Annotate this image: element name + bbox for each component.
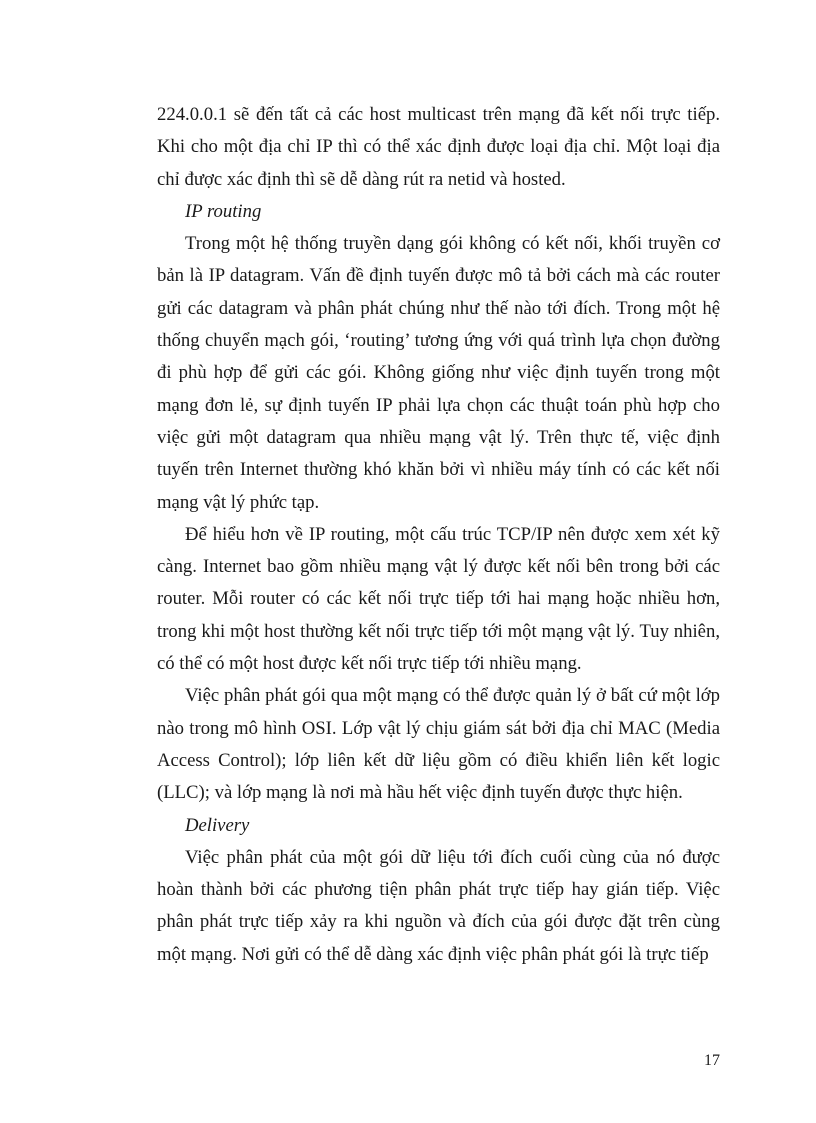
paragraph-osi-layers: Việc phân phát gói qua một mạng có thể được quản lý ở bất cứ một lớp nào trong mô hình OSI. Lớp vật lý chịu giám sát bởi địa chỉ MAC (Media Access Control); lớp liên kết dữ liệu gồm có điều khiển liên kết logic (LLC); và lớp mạng là nơi mà hầu hết việc định tuyến được thực hiện. bbox=[157, 685, 720, 804]
paragraph-tcpip-structure: Để hiểu hơn về IP routing, một cấu trúc TCP/IP nên được xem xét kỹ càng. Internet bao gồm nhiều mạng vật lý được kết nối bên trong bởi các router. Mỗi router có các kết nối trực tiếp tới hai mạng hoặc nhiều hơn, trong khi một host thường kết nối trực tiếp tới một mạng vật lý. Tuy nhiên, có thể có một host được kết nối trực tiếp tới nhiều mạng. bbox=[157, 523, 720, 675]
page-body bbox=[157, 99, 720, 971]
section-heading-delivery: Delivery bbox=[185, 814, 250, 836]
section-heading-ip-routing: IP routing bbox=[185, 200, 262, 222]
paragraph-delivery: Việc phân phát của một gói dữ liệu tới đích cuối cùng của nó được hoàn thành bởi các phương tiện phân phát trực tiếp hay gián tiếp. Việc phân phát trực tiếp xảy ra khi nguồn và đích của gói được đặt trên cùng một mạng. Nơi gửi có thể dễ dàng xác định việc phân phát gói là trực tiếp bbox=[157, 846, 720, 965]
page-number: 17 bbox=[704, 1052, 720, 1069]
paragraph-address-types: 224.0.0.1 sẽ đến tất cả các host multicast trên mạng đã kết nối trực tiếp. Khi cho một địa chỉ IP thì có thể xác định được loại địa chỉ. Một loại địa chỉ được xác định thì sẽ dễ dàng rút ra netid và hosted. bbox=[157, 104, 720, 190]
paragraph-routing-intro: Trong một hệ thống truyền dạng gói không có kết nối, khối truyền cơ bản là IP datagram. Vấn đề định tuyến được mô tả bởi cách mà các router gửi các datagram và phân phát chúng như thế nào tới đích. Trong một hệ thống chuyển mạch gói, ‘routing’ tương ứng với quá trình lựa chọn đường đi phù hợp để gửi các gói. Không giống như việc định tuyến trong một mạng đơn lẻ, sự định tuyến IP phải lựa chọn các thuật toán phù hợp cho việc gửi một datagram qua nhiều mạng vật lý. Trên thực tế, việc định tuyến trên Internet thường khó khăn bởi vì nhiều máy tính có các kết nối mạng vật lý phức tạp. bbox=[157, 233, 720, 513]
